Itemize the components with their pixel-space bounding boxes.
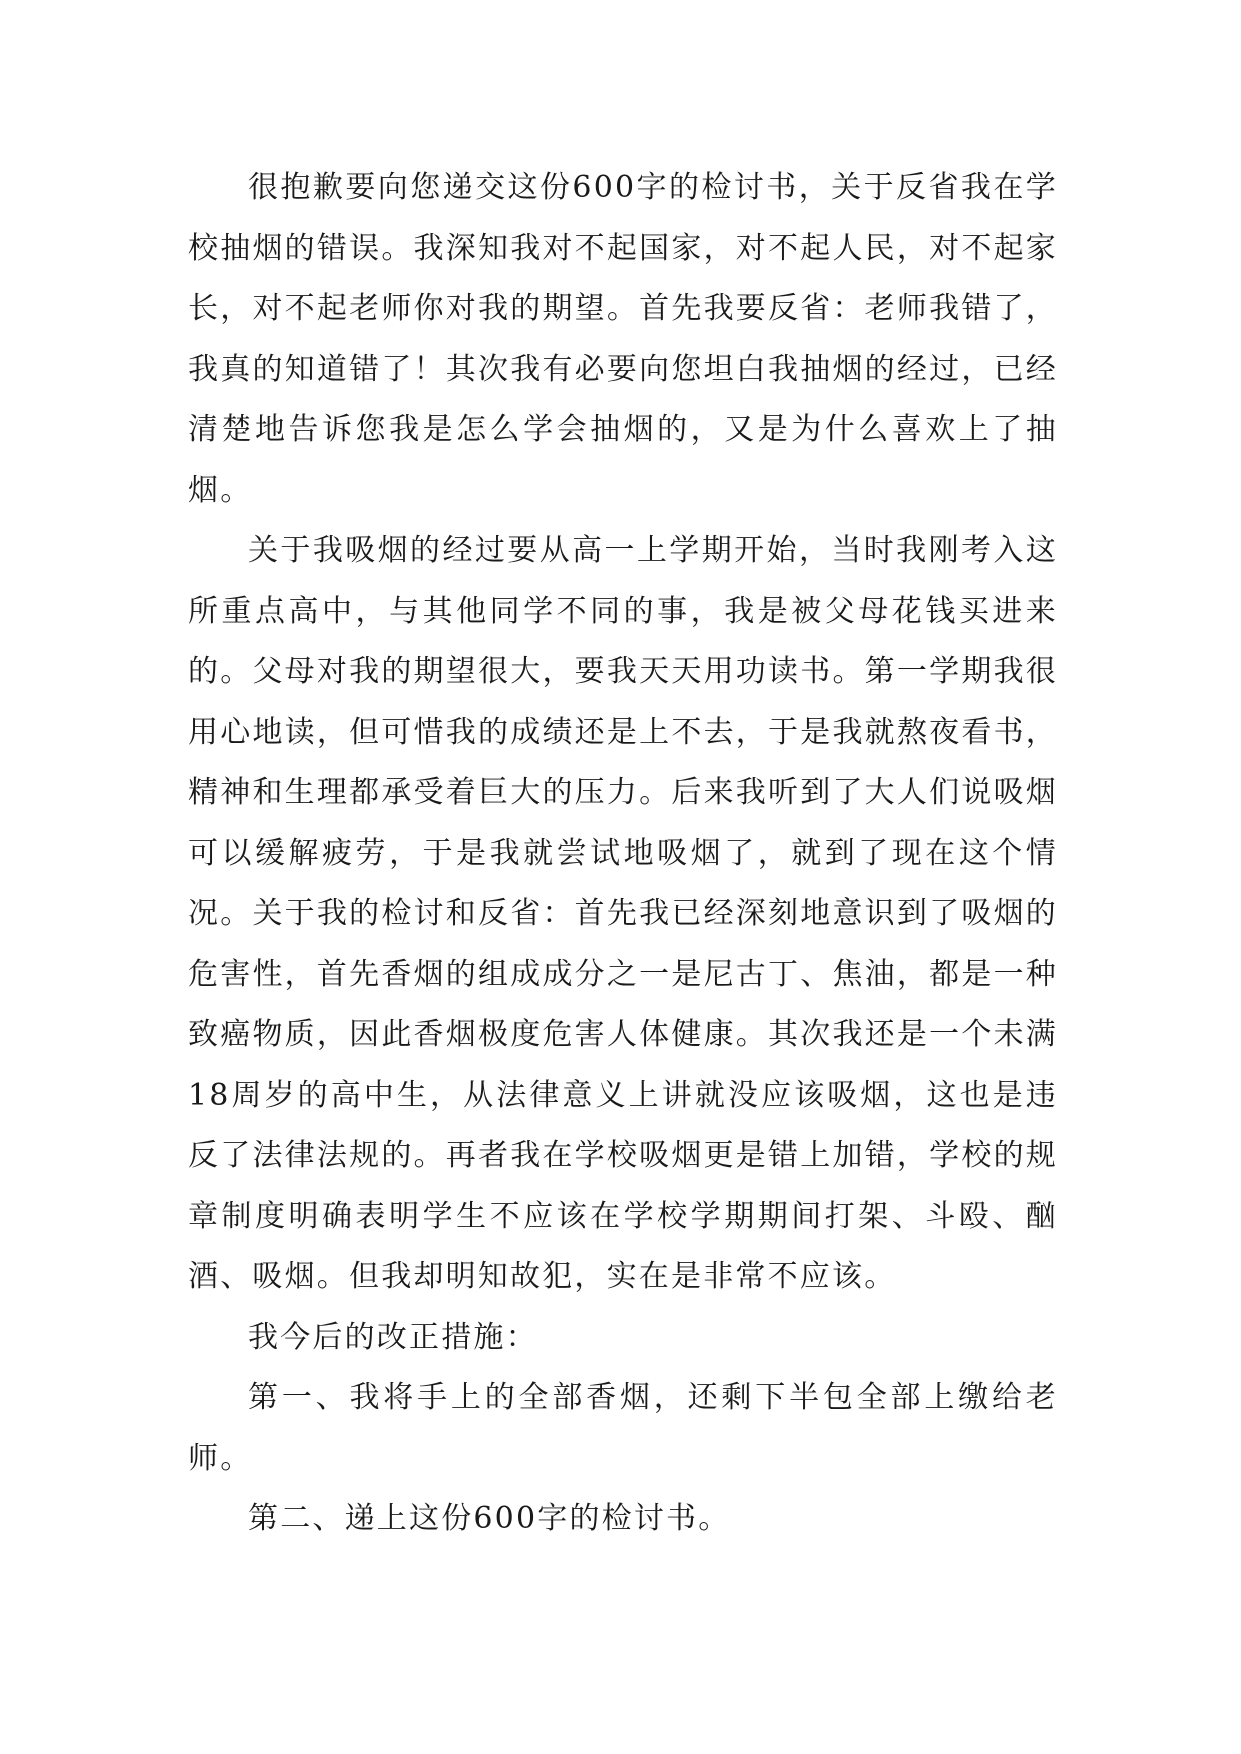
paragraph-smoking-history: 关于我吸烟的经过要从高一上学期开始，当时我刚考入这所重点高中，与其他同学不同的事，我是被父母花钱买进来的。父母对我的期望很大，要我天天用功读书。第一学期我很用心地读，但可惜我的成绩还是上不去，于是我就熬夜看书，精神和生理都承受着巨大的压力。后来我听到了大人们说吸烟可以缓解疲劳，于是我就尝试地吸烟了，就到了现在这个情况。关于我的检讨和反省：首先我已经深刻地意识到了吸烟的危害性，首先香烟的组成成分之一是尼古丁、焦油，都是一种致癌物质，因此香烟极度危害人体健康。其次我还是一个未满18周岁的高中生，从法律意义上讲就没应该吸烟，这也是违反了法律法规的。再者我在学校吸烟更是错上加错，学校的规章制度明确表明学生不应该在学校学期期间打架、斗殴、酗酒、吸烟。但我却明知故犯，实在是非常不应该。 — [188, 533, 1058, 1294]
paragraph-measure-two: 第二、递上这份600字的检讨书。 — [248, 1501, 731, 1536]
paragraph-corrective-measures-heading: 我今后的改正措施： — [248, 1319, 538, 1355]
paragraph-measure-one: 第一、我将手上的全部香烟，还剩下半包全部上缴给老师。 — [188, 1380, 1058, 1476]
paragraph-apology-intro: 很抱歉要向您递交这份600字的检讨书，关于反省我在学校抽烟的错误。我深知我对不起国家，对不起人民，对不起家长，对不起老师你对我的期望。首先我要反省：老师我错了，我真的知道错了！其次我有必要向您坦白我抽烟的经过，已经清楚地告诉您我是怎么学会抽烟的，又是为什么喜欢上了抽烟。 — [188, 170, 1058, 508]
document-body — [188, 158, 1058, 1550]
